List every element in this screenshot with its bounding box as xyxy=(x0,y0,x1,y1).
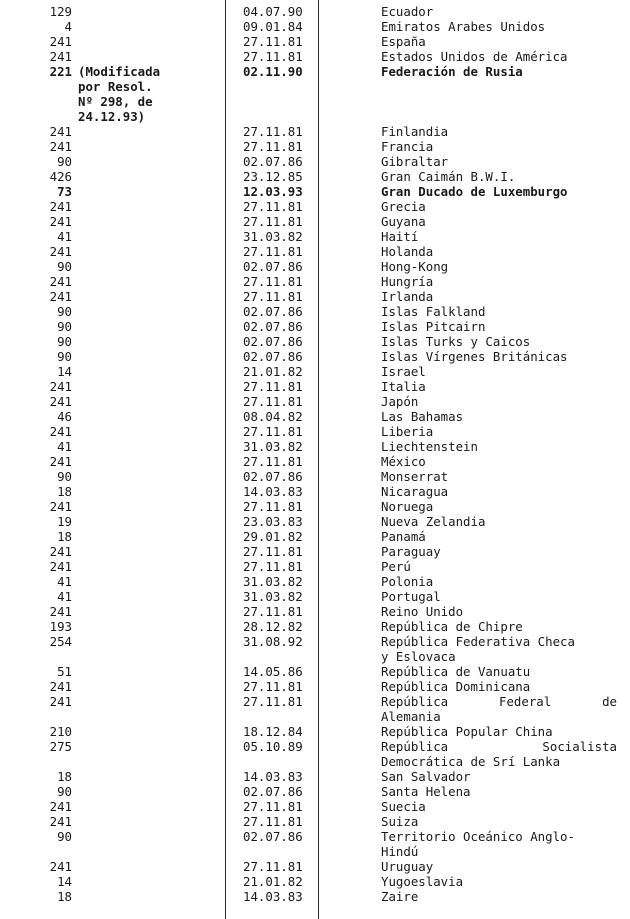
resolution-date: 02.11.90 xyxy=(243,64,303,79)
country-name-line: Las Bahamas xyxy=(381,409,464,424)
table-row xyxy=(0,394,630,409)
country-name-line: España xyxy=(381,34,426,49)
resolution-date: 02.07.86 xyxy=(243,259,303,274)
resolution-date: 14.03.83 xyxy=(243,484,303,499)
country-name xyxy=(381,424,617,439)
resolution-date: 23.12.85 xyxy=(243,169,303,184)
country-name-line: Estados Unidos de América xyxy=(381,49,568,64)
resolution-number: 14 xyxy=(57,874,72,889)
resolution-date: 02.07.86 xyxy=(243,829,303,844)
resolution-date: 27.11.81 xyxy=(243,214,303,229)
table-row xyxy=(0,439,630,454)
table-row xyxy=(0,319,630,334)
country-name-line: Gran Ducado de Luxemburgo xyxy=(381,184,568,199)
resolution-number: 254 xyxy=(49,634,72,649)
country-name-line: Islas Pitcairn xyxy=(381,319,486,334)
resolution-date: 27.11.81 xyxy=(243,814,303,829)
table-row xyxy=(0,769,630,784)
resolution-date: 27.11.81 xyxy=(243,544,303,559)
resolution-date: 09.01.84 xyxy=(243,19,303,34)
resolution-date: 02.07.86 xyxy=(243,154,303,169)
country-name xyxy=(381,199,617,214)
resolution-number: 241 xyxy=(49,379,72,394)
country-name-line: Territorio Oceánico Anglo- xyxy=(381,829,575,844)
table-row xyxy=(0,244,630,259)
country-name-line: Islas Turks y Caicos xyxy=(381,334,531,349)
country-name xyxy=(381,469,617,484)
resolution-number: 90 xyxy=(57,319,72,334)
resolution-date: 04.07.90 xyxy=(243,4,303,19)
resolution-number: 426 xyxy=(49,169,72,184)
country-name-line: Suiza xyxy=(381,814,419,829)
resolution-number: 241 xyxy=(49,799,72,814)
modification-note-line: (Modificada xyxy=(78,64,161,79)
country-name xyxy=(381,214,617,229)
table-row xyxy=(0,229,630,244)
country-name-line: Panamá xyxy=(381,529,426,544)
country-name-line: Reino Unido xyxy=(381,604,464,619)
resolution-number: 241 xyxy=(49,424,72,439)
table-row xyxy=(0,364,630,379)
country-name-line: República Federativa Checa xyxy=(381,634,575,649)
country-name xyxy=(381,769,617,784)
table-row xyxy=(0,814,630,829)
country-name-line: Islas Falkland xyxy=(381,304,486,319)
resolution-number: 90 xyxy=(57,304,72,319)
table-row xyxy=(0,679,630,694)
resolution-date: 02.07.86 xyxy=(243,349,303,364)
country-name-line: Hungría xyxy=(381,274,434,289)
country-name xyxy=(381,739,617,769)
table-row xyxy=(0,274,630,289)
country-name-line: República Popular China xyxy=(381,724,553,739)
country-name xyxy=(381,124,617,139)
resolution-number: 18 xyxy=(57,769,72,784)
country-name xyxy=(381,229,617,244)
table-row xyxy=(0,589,630,604)
table-row xyxy=(0,859,630,874)
country-name xyxy=(381,304,617,319)
resolution-number: 51 xyxy=(57,664,72,679)
resolution-number: 241 xyxy=(49,544,72,559)
country-name-line: Ecuador xyxy=(381,4,434,19)
table-row xyxy=(0,724,630,739)
country-name xyxy=(381,529,617,544)
country-name xyxy=(381,724,617,739)
country-name-line: Federación de Rusia xyxy=(381,64,523,79)
resolution-date: 14.03.83 xyxy=(243,889,303,904)
resolution-number: 73 xyxy=(57,184,72,199)
resolution-number: 4 xyxy=(64,19,72,34)
resolution-number: 241 xyxy=(49,859,72,874)
resolution-number: 46 xyxy=(57,409,72,424)
country-name-line: Grecia xyxy=(381,199,426,214)
resolution-date: 27.11.81 xyxy=(243,394,303,409)
table-row xyxy=(0,49,630,64)
resolution-number: 90 xyxy=(57,829,72,844)
country-name xyxy=(381,19,617,34)
table-row xyxy=(0,169,630,184)
country-name xyxy=(381,34,617,49)
country-name xyxy=(381,409,617,424)
country-name xyxy=(381,274,617,289)
table-row xyxy=(0,829,630,859)
resolution-number: 241 xyxy=(49,559,72,574)
resolution-date: 27.11.81 xyxy=(243,199,303,214)
country-name-line: Emiratos Arabes Unidos xyxy=(381,19,546,34)
resolution-number: 19 xyxy=(57,514,72,529)
country-name-line: República Federal de xyxy=(381,694,617,709)
country-name-line: Japón xyxy=(381,394,419,409)
country-name-line: Hong-Kong xyxy=(381,259,449,274)
country-name-line: Perú xyxy=(381,559,411,574)
table-row xyxy=(0,124,630,139)
resolution-number: 41 xyxy=(57,229,72,244)
table-row xyxy=(0,889,630,904)
country-name-line: Irlanda xyxy=(381,289,434,304)
table-row xyxy=(0,664,630,679)
country-name xyxy=(381,139,617,154)
country-name-line: Yugoeslavia xyxy=(381,874,464,889)
country-name-line: Liechtenstein xyxy=(381,439,478,454)
resolution-date: 08.04.82 xyxy=(243,409,303,424)
country-name xyxy=(381,589,617,604)
resolution-number: 18 xyxy=(57,529,72,544)
country-name-line: Guyana xyxy=(381,214,426,229)
country-name xyxy=(381,439,617,454)
resolution-date: 31.03.82 xyxy=(243,439,303,454)
resolution-number: 241 xyxy=(49,394,72,409)
country-name xyxy=(381,619,617,634)
country-name-line: Israel xyxy=(381,364,426,379)
country-name xyxy=(381,634,617,664)
table-row xyxy=(0,34,630,49)
table-row xyxy=(0,529,630,544)
table-row xyxy=(0,334,630,349)
resolution-number: 221 xyxy=(49,64,72,79)
table-row xyxy=(0,874,630,889)
table-row xyxy=(0,694,630,724)
resolution-number: 41 xyxy=(57,589,72,604)
table-row xyxy=(0,454,630,469)
resolution-number: 241 xyxy=(49,679,72,694)
country-name-line: México xyxy=(381,454,426,469)
resolution-number: 241 xyxy=(49,139,72,154)
country-name-line: San Salvador xyxy=(381,769,471,784)
resolution-number: 41 xyxy=(57,439,72,454)
resolution-date: 27.11.81 xyxy=(243,859,303,874)
table-row xyxy=(0,19,630,34)
resolution-date: 31.03.82 xyxy=(243,589,303,604)
country-name-line: República Socialista xyxy=(381,739,617,754)
table-row xyxy=(0,634,630,664)
country-name xyxy=(381,694,617,724)
country-name xyxy=(381,784,617,799)
country-name-line: Democrática de Srí Lanka xyxy=(381,754,561,769)
resolution-date: 31.08.92 xyxy=(243,634,303,649)
resolution-date: 27.11.81 xyxy=(243,244,303,259)
country-name-line: y Eslovaca xyxy=(381,649,456,664)
resolution-number: 241 xyxy=(49,34,72,49)
country-name xyxy=(381,184,617,199)
resolution-date: 02.07.86 xyxy=(243,334,303,349)
resolution-date: 27.11.81 xyxy=(243,274,303,289)
resolution-date: 27.11.81 xyxy=(243,49,303,64)
resolution-number: 241 xyxy=(49,604,72,619)
country-name xyxy=(381,319,617,334)
country-name xyxy=(381,514,617,529)
country-name-line: Haití xyxy=(381,229,419,244)
table-row xyxy=(0,289,630,304)
country-name xyxy=(381,679,617,694)
resolution-date: 27.11.81 xyxy=(243,694,303,709)
country-name xyxy=(381,574,617,589)
resolution-date: 31.03.82 xyxy=(243,229,303,244)
modification-note-line: 24.12.93) xyxy=(78,109,146,124)
table-row xyxy=(0,154,630,169)
country-name xyxy=(381,49,617,64)
resolution-date: 02.07.86 xyxy=(243,469,303,484)
modification-note xyxy=(78,64,218,124)
modification-note-line: por Resol. xyxy=(78,79,153,94)
resolution-number: 241 xyxy=(49,199,72,214)
resolution-date: 27.11.81 xyxy=(243,34,303,49)
country-name xyxy=(381,4,617,19)
country-name xyxy=(381,259,617,274)
country-name-line: Uruguay xyxy=(381,859,434,874)
resolution-number: 18 xyxy=(57,484,72,499)
resolution-date: 27.11.81 xyxy=(243,424,303,439)
table-row xyxy=(0,604,630,619)
resolution-number: 90 xyxy=(57,349,72,364)
resolution-date: 23.03.83 xyxy=(243,514,303,529)
country-name xyxy=(381,64,617,79)
resolution-date: 27.11.81 xyxy=(243,289,303,304)
resolution-date: 27.11.81 xyxy=(243,679,303,694)
table-row xyxy=(0,739,630,769)
country-name xyxy=(381,349,617,364)
country-name-line: Gibraltar xyxy=(381,154,449,169)
country-name-line: Islas Vírgenes Británicas xyxy=(381,349,568,364)
table-row xyxy=(0,469,630,484)
country-table xyxy=(0,4,630,904)
resolution-number: 129 xyxy=(49,4,72,19)
resolution-date: 27.11.81 xyxy=(243,799,303,814)
resolution-date: 14.03.83 xyxy=(243,769,303,784)
table-row xyxy=(0,409,630,424)
country-name xyxy=(381,454,617,469)
table-row xyxy=(0,574,630,589)
resolution-number: 241 xyxy=(49,454,72,469)
country-name xyxy=(381,334,617,349)
table-row xyxy=(0,559,630,574)
country-name xyxy=(381,544,617,559)
resolution-number: 18 xyxy=(57,889,72,904)
resolution-number: 241 xyxy=(49,274,72,289)
country-name xyxy=(381,169,617,184)
resolution-number: 241 xyxy=(49,289,72,304)
table-row xyxy=(0,544,630,559)
country-name-line: Monserrat xyxy=(381,469,449,484)
country-name-line: Nueva Zelandia xyxy=(381,514,486,529)
table-row xyxy=(0,4,630,19)
modification-note-line: Nº 298, de xyxy=(78,94,153,109)
country-name-line: Noruega xyxy=(381,499,434,514)
table-row xyxy=(0,214,630,229)
resolution-date: 18.12.84 xyxy=(243,724,303,739)
resolution-number: 14 xyxy=(57,364,72,379)
resolution-number: 241 xyxy=(49,124,72,139)
country-name-line: Finlandia xyxy=(381,124,449,139)
resolution-date: 02.07.86 xyxy=(243,784,303,799)
table-row xyxy=(0,499,630,514)
table-row xyxy=(0,199,630,214)
resolution-date: 27.11.81 xyxy=(243,379,303,394)
table-row xyxy=(0,784,630,799)
resolution-date: 21.01.82 xyxy=(243,364,303,379)
country-name xyxy=(381,799,617,814)
table-row xyxy=(0,799,630,814)
table-row xyxy=(0,424,630,439)
country-name-line: Liberia xyxy=(381,424,434,439)
resolution-date: 12.03.93 xyxy=(243,184,303,199)
country-name xyxy=(381,814,617,829)
country-name xyxy=(381,364,617,379)
resolution-number: 90 xyxy=(57,154,72,169)
resolution-date: 27.11.81 xyxy=(243,604,303,619)
country-name-line: Polonia xyxy=(381,574,434,589)
resolution-date: 27.11.81 xyxy=(243,454,303,469)
resolution-date: 02.07.86 xyxy=(243,304,303,319)
table-row xyxy=(0,184,630,199)
table-row xyxy=(0,139,630,154)
resolution-date: 21.01.82 xyxy=(243,874,303,889)
country-name xyxy=(381,484,617,499)
resolution-date: 31.03.82 xyxy=(243,574,303,589)
table-row xyxy=(0,514,630,529)
resolution-date: 28.12.82 xyxy=(243,619,303,634)
resolution-number: 90 xyxy=(57,334,72,349)
country-name xyxy=(381,499,617,514)
resolution-date: 02.07.86 xyxy=(243,319,303,334)
resolution-number: 275 xyxy=(49,739,72,754)
country-name-line: Portugal xyxy=(381,589,441,604)
country-name-line: Suecia xyxy=(381,799,426,814)
country-name-line: Alemania xyxy=(381,709,441,724)
resolution-number: 241 xyxy=(49,814,72,829)
table-row xyxy=(0,484,630,499)
country-name-line: Holanda xyxy=(381,244,434,259)
country-name xyxy=(381,154,617,169)
country-name-line: Santa Helena xyxy=(381,784,471,799)
table-row xyxy=(0,259,630,274)
resolution-number: 41 xyxy=(57,574,72,589)
resolution-date: 29.01.82 xyxy=(243,529,303,544)
country-name-line: República Dominicana xyxy=(381,679,531,694)
country-name-line: Francia xyxy=(381,139,434,154)
country-name xyxy=(381,859,617,874)
country-name xyxy=(381,874,617,889)
resolution-date: 27.11.81 xyxy=(243,124,303,139)
resolution-date: 27.11.81 xyxy=(243,559,303,574)
country-name-line: Nicaragua xyxy=(381,484,449,499)
table-row xyxy=(0,64,630,124)
country-name xyxy=(381,394,617,409)
resolution-date: 27.11.81 xyxy=(243,499,303,514)
resolution-number: 193 xyxy=(49,619,72,634)
table-row xyxy=(0,619,630,634)
country-name xyxy=(381,889,617,904)
resolution-date: 14.05.86 xyxy=(243,664,303,679)
resolution-number: 210 xyxy=(49,724,72,739)
country-name xyxy=(381,829,617,859)
country-name xyxy=(381,289,617,304)
resolution-number: 241 xyxy=(49,49,72,64)
country-name-line: Italia xyxy=(381,379,426,394)
country-name-line: República de Vanuatu xyxy=(381,664,531,679)
country-name-line: Gran Caimán B.W.I. xyxy=(381,169,516,184)
country-name xyxy=(381,244,617,259)
country-name xyxy=(381,559,617,574)
resolution-date: 27.11.81 xyxy=(243,139,303,154)
table-row xyxy=(0,349,630,364)
resolution-number: 90 xyxy=(57,259,72,274)
resolution-number: 241 xyxy=(49,214,72,229)
table-row xyxy=(0,379,630,394)
resolution-number: 241 xyxy=(49,244,72,259)
country-name xyxy=(381,379,617,394)
country-name-line: Paraguay xyxy=(381,544,441,559)
country-name-line: República de Chipre xyxy=(381,619,523,634)
country-name-line: Hindú xyxy=(381,844,419,859)
resolution-number: 241 xyxy=(49,499,72,514)
resolution-number: 241 xyxy=(49,694,72,709)
resolution-number: 90 xyxy=(57,784,72,799)
table-row xyxy=(0,304,630,319)
country-name xyxy=(381,664,617,679)
country-name-line: Zaire xyxy=(381,889,419,904)
resolution-number: 90 xyxy=(57,469,72,484)
country-name xyxy=(381,604,617,619)
resolution-date: 05.10.89 xyxy=(243,739,303,754)
